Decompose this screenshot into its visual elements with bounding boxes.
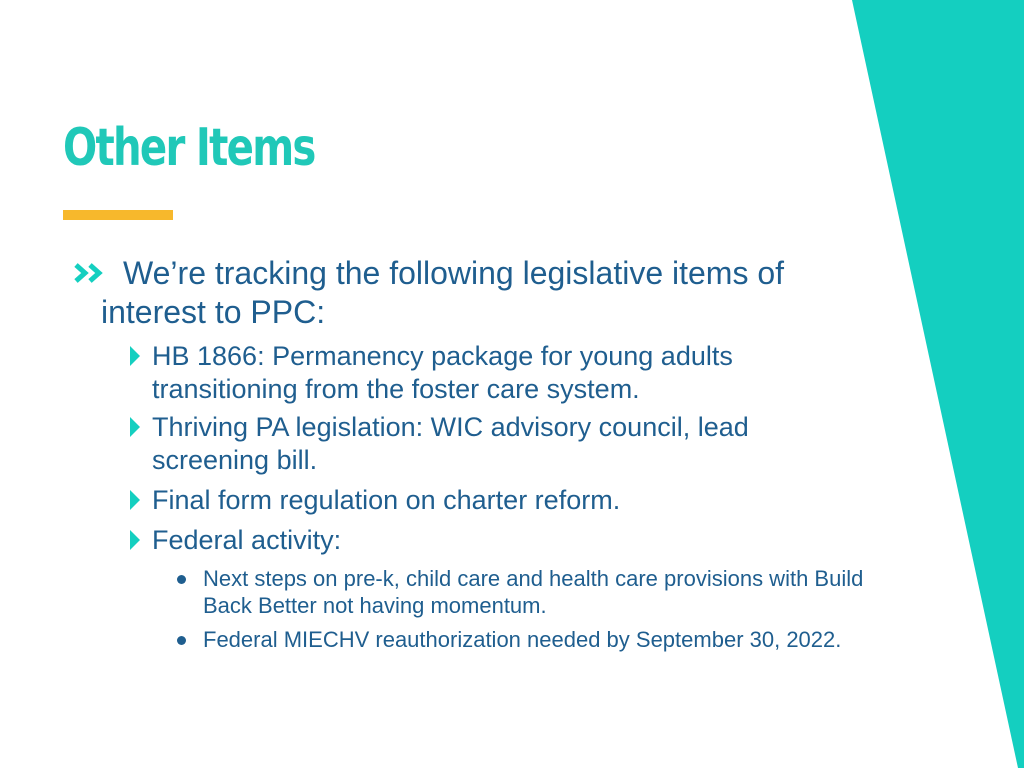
federal-subitem-2: Federal MIECHV reauthorization needed by September 30, 2022. (203, 627, 842, 652)
item-bullet-2: Thriving PA legislation: WIC advisory council, lead screening bill. (152, 412, 749, 475)
item-bullet-3: Final form regulation on charter reform. (152, 485, 621, 515)
intro-bullet: We’re tracking the following legislative items of interest to PPC: (101, 255, 785, 330)
slide-title: Other Items (63, 118, 315, 178)
federal-subitem-1: Next steps on pre-k, child care and health care provisions with Build Back Better not having momentum. (203, 566, 864, 618)
item-bullet-1: HB 1866: Permanency package for young adults transitioning from the foster care system. (152, 341, 733, 404)
item-bullet-4: Federal activity: (152, 525, 342, 555)
round-bullet-icon (177, 636, 186, 645)
triangle-bullet-icon (129, 416, 141, 438)
triangle-bullet-icon (129, 529, 141, 551)
triangle-bullet-icon (129, 345, 141, 367)
round-bullet-icon (177, 575, 186, 584)
triangle-bullet-icon (129, 489, 141, 511)
